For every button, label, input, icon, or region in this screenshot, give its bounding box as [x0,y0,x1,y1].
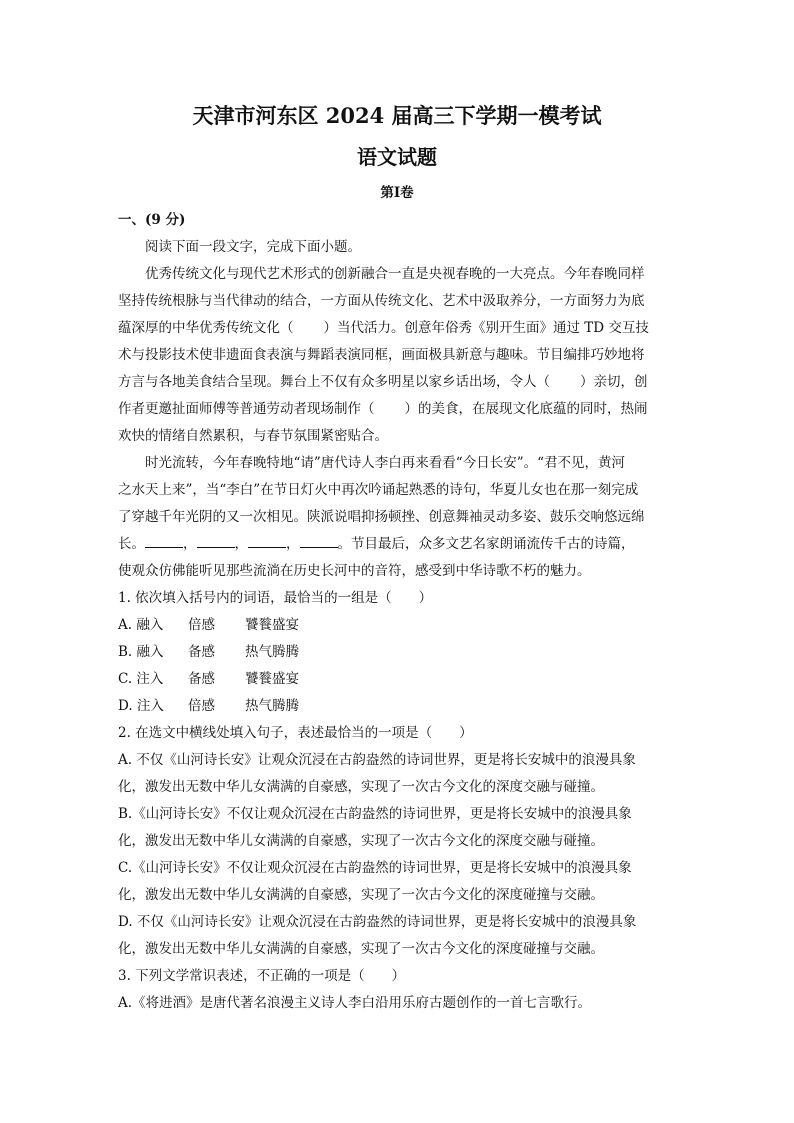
question-stem: 3. 下列文学常识表述，不正确的一项是（ ） [118,968,406,984]
option-b-line: B.《山河诗长安》不仅让观众沉浸在古韵盎然的诗词世界，更是将长安城中的浪漫具象 [118,806,632,822]
text-line [118,315,678,342]
subject-title: 语文试题 [357,145,437,169]
fill-blank-1 [145,533,183,548]
text-segment: 蕴深厚的中华优秀传统文化（ [118,320,294,336]
text-line [118,396,678,423]
option-c-line: 化，激发出无数中华儿女满满的自豪感，实现了一次古今文化的深度碰撞与交融。 [118,887,604,903]
question-stem: 1. 依次填入括号内的词语，最恰当的一组是（ ） [118,590,433,606]
text-segment: 。节目最后，众多文艺名家朗诵流传千古的诗篇， [337,536,635,552]
option-word: 备感 [188,671,215,687]
section-heading: 一、(9 分) [118,212,186,228]
text-line: 术与投影技术使非遗面食表演与舞蹈表演同框，画面极具新意与趣味。节目编排巧妙地将 [118,347,645,363]
reading-instruction: 阅读下面一段文字，完成下面小题。 [145,239,361,255]
option-letter: C. 注入 [118,671,164,687]
option-letter: A. 融入 [118,617,164,633]
option-word: 饕餮盛宴 [245,617,299,633]
question-3 [118,963,678,1017]
text-line: 欢快的情绪自然累积，与春节氛围紧密贴合。 [118,428,388,444]
option-a-line: A. 不仅《山河诗长安》让观众沉浸在古韵盎然的诗词世界，更是将长安城中的浪漫具象 [118,752,636,768]
fill-blank-3 [248,533,286,548]
option-letter: D. 注入 [118,698,164,714]
separator: ， [286,536,300,552]
text-line [118,369,678,396]
separator: ， [234,536,248,552]
question-stem: 2. 在选文中横线处填入句子，表述最恰当的一项是（ ） [118,725,473,741]
separator: ， [183,536,197,552]
text-line: 优秀传统文化与现代艺术形式的创新融合一直是央视春晚的一大亮点。今年春晚同样 [145,266,645,282]
text-line: 时光流转，今年春晚特地“请”唐代诗人李白再来看看“今日长安”。“君不见，黄河 [145,455,626,471]
option-c-line: C.《山河诗长安》不仅让观众沉浸在古韵盎然的诗词世界，更是将长安城中的浪漫具象 [118,860,632,876]
fill-blank-4 [300,533,338,548]
exam-title: 天津市河东区 2024 届高三下学期一模考试 [192,103,602,128]
passage-paragraph-1 [118,261,678,450]
passage-paragraph-2 [118,450,678,585]
text-line: 了穿越千年光阴的又一次相见。陕派说唱抑扬顿挫、创意舞袖灵动多姿、鼓乐交响悠远绵 [118,509,645,525]
option-word: 热气腾腾 [245,698,299,714]
text-segment: ）当代活力。创意年俗秀《别开生面》通过 TD 交互技 [323,320,649,336]
option-word: 倍感 [188,617,215,633]
option-a [118,612,678,639]
option-a-line: 化，激发出无数中华儿女满满的自豪感，实现了一次古今文化的深度交融与碰撞。 [118,779,604,795]
text-line: 使观众仿佛能听见那些流淌在历史长河中的音符，感受到中华诗歌不朽的魅力。 [118,563,591,579]
text-line: 之水天上来”，当“李白”在节日灯火中再次吟诵起熟悉的诗句，华夏儿女也在那一刻完成 [118,482,639,498]
exam-content [118,207,678,1017]
option-d [118,693,678,720]
option-letter: B. 融入 [118,644,164,660]
text-segment: ）的美食，在展现文化底蕴的同时，热闹 [404,401,648,417]
text-segment: 方言与各地美食结合呈现。舞台上不仅有众多明星以家乡话出场，令人（ [118,374,550,390]
option-a-line: A.《将进酒》是唐代著名浪漫主义诗人李白沿用乐府古题创作的一首七言歌行。 [118,995,592,1011]
option-b [118,639,678,666]
text-line [118,531,678,558]
option-c [118,666,678,693]
text-line: 坚持传统根脉与当代律动的结合，一方面从传统文化、艺术中汲取养分，一方面努力为底 [118,293,645,309]
fill-blank-2 [197,533,235,548]
volume-label: 第Ⅰ卷 [380,185,414,201]
option-b-line: 化，激发出无数中华儿女满满的自豪感，实现了一次古今文化的深度交融与碰撞。 [118,833,604,849]
text-segment: 作者更邀扯面师傅等普通劳动者现场制作（ [118,401,375,417]
text-segment: 长。 [118,536,145,552]
option-word: 热气腾腾 [245,644,299,660]
option-word: 饕餮盛宴 [245,671,299,687]
option-d-line: 化，激发出无数中华儿女满满的自豪感，实现了一次古今文化的深度碰撞与交融。 [118,941,604,957]
option-d-line: D. 不仅《山河诗长安》让观众沉浸在古韵盎然的诗词世界，更是将长安城中的浪漫具象 [118,914,637,930]
option-word: 倍感 [188,698,215,714]
option-word: 备感 [188,644,215,660]
question-2 [118,720,678,963]
question-1 [118,585,678,720]
text-segment: ）亲切，创 [580,374,648,390]
